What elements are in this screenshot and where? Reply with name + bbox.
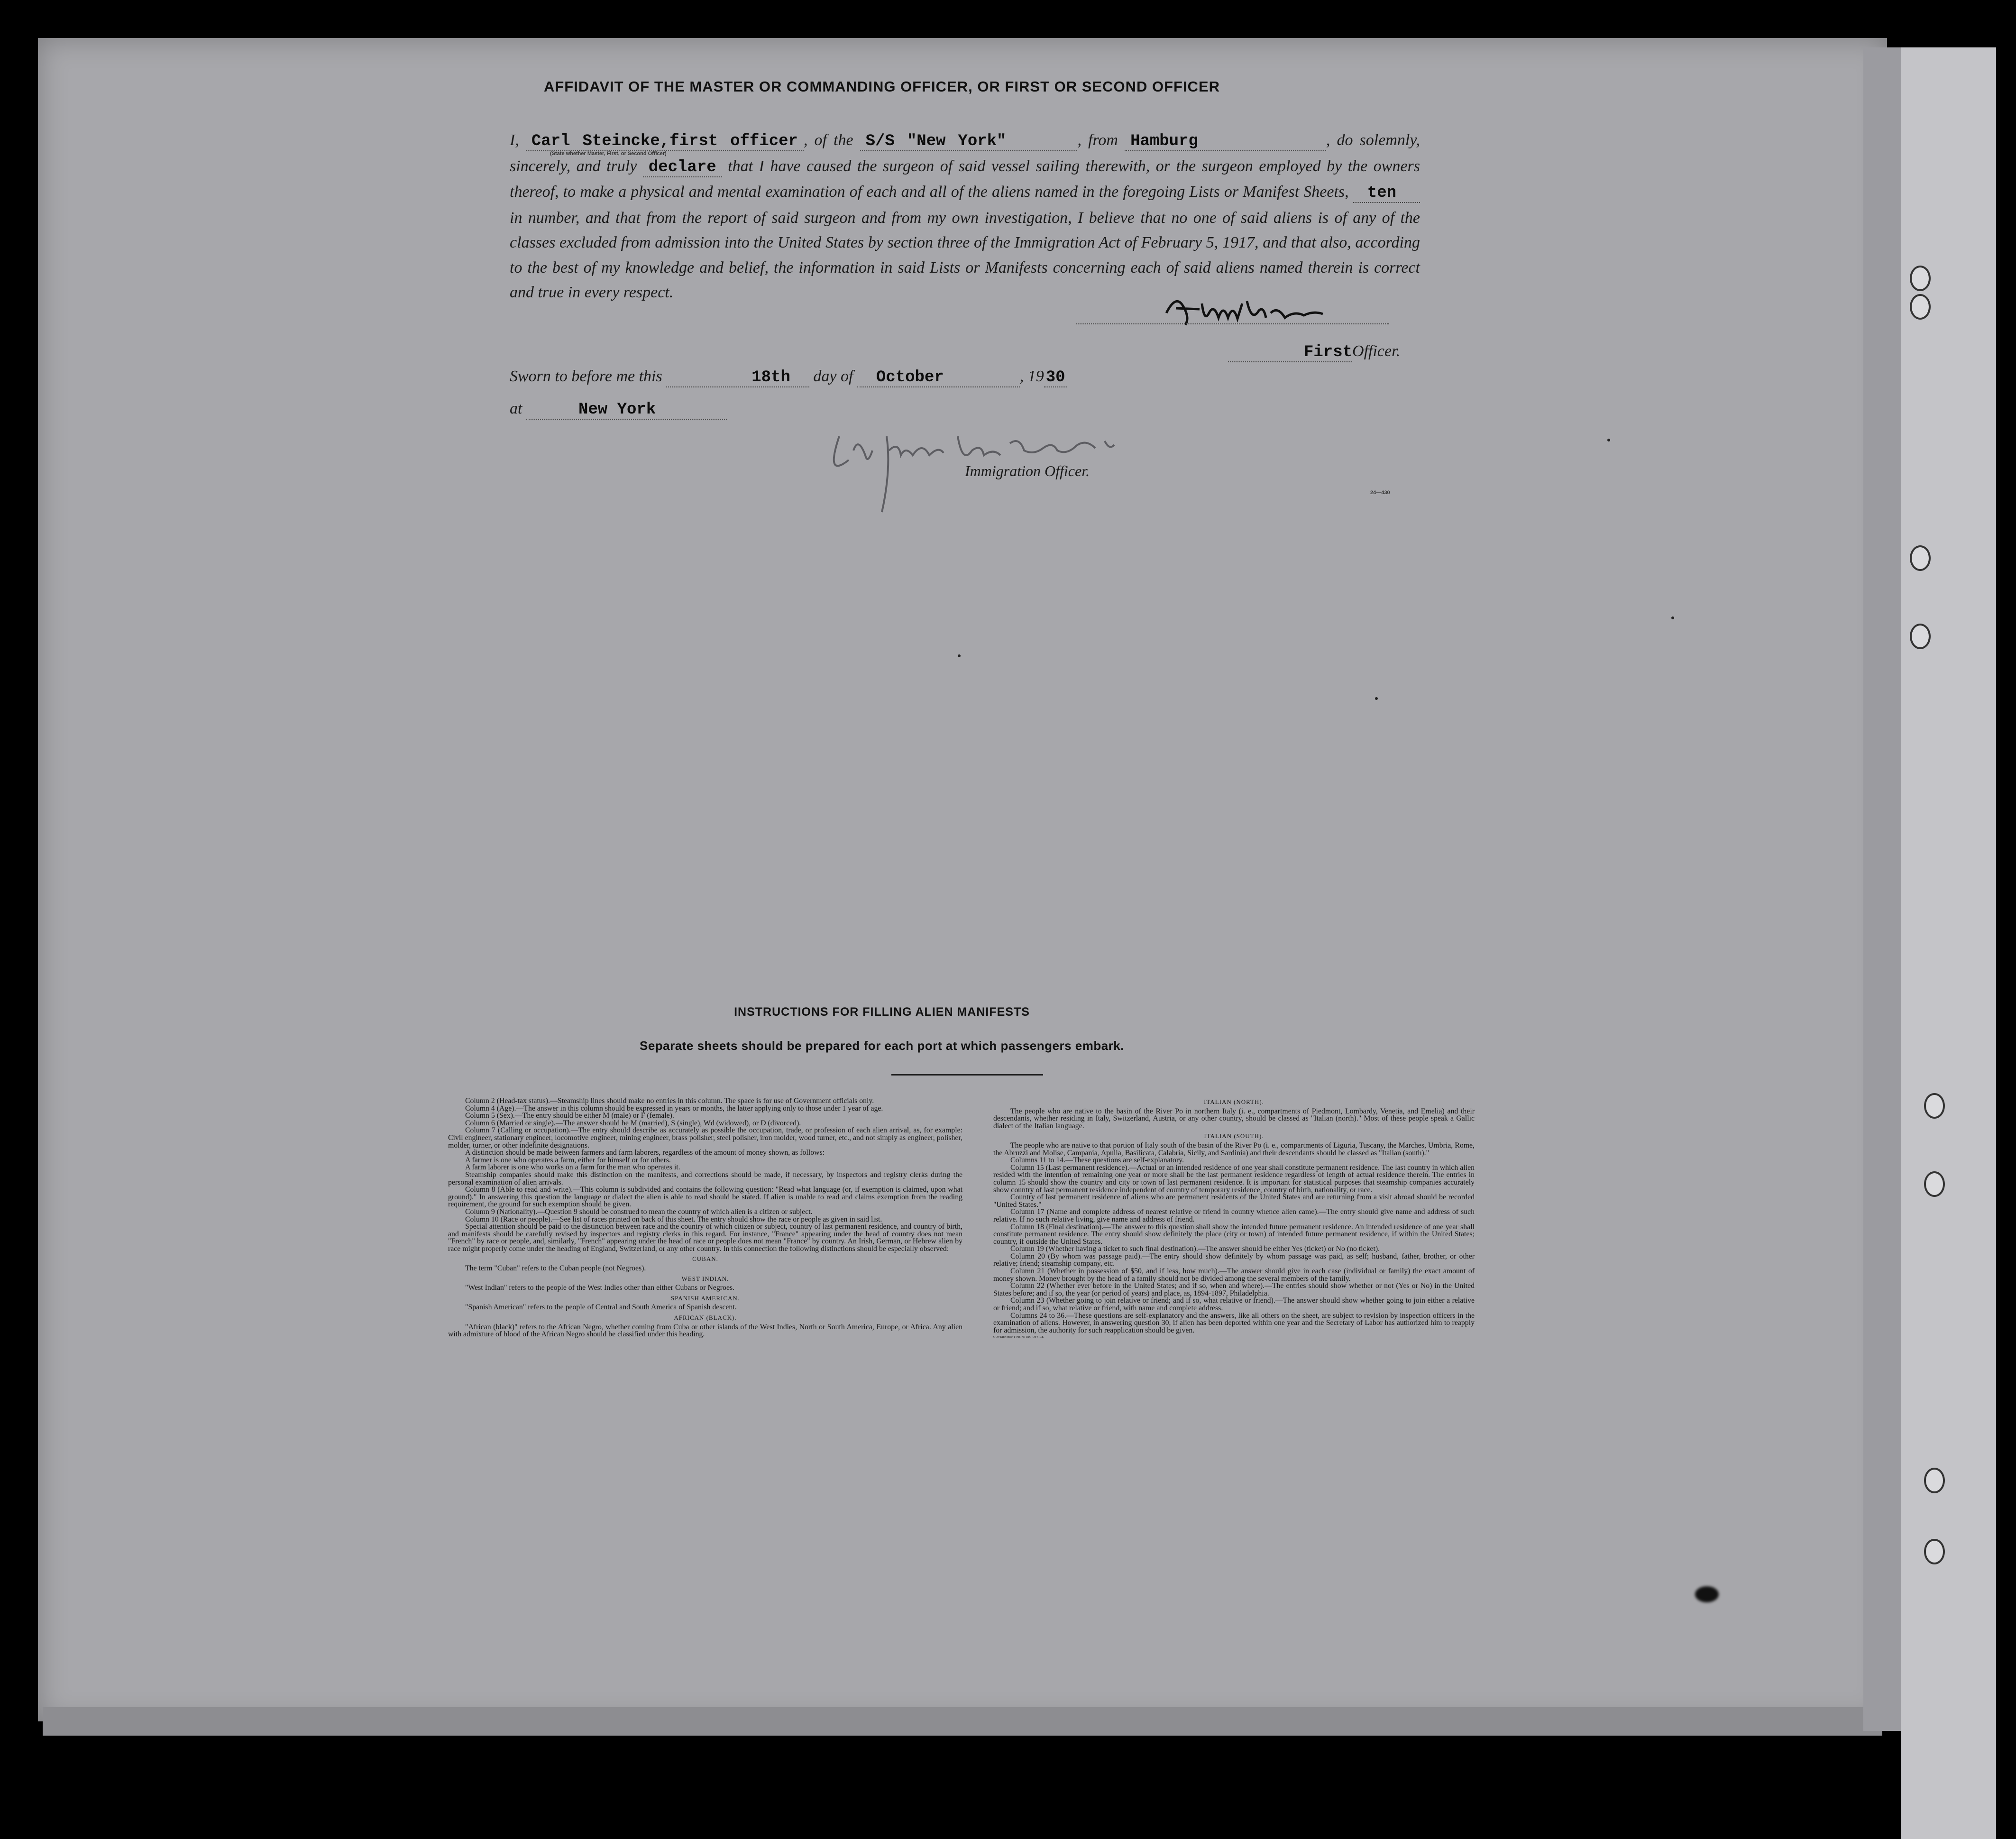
instructions-subtitle: Separate sheets should be prepared for each port at which passengers embark. — [640, 1039, 1124, 1053]
west-indian-heading: WEST INDIAN. — [681, 1275, 729, 1282]
sworn-day-field: 18th — [666, 368, 809, 387]
sworn-year-field: 30 — [1044, 368, 1067, 387]
vessel-field: S/S "New York" — [860, 132, 1078, 151]
instruction-paragraph: Column 7 (Calling or occupation).—The entry should describe as accurately as possible the occupation, trade, or profession of each alien arrival, as, for example: Civil engineer, stationary engineer, locomotive engineer, mining engineer, brass polisher, steel polisher, iron molder, wood turner, etc., and not simply as engineer, polisher, molder, turner, or other indefinite designations. — [448, 1126, 962, 1149]
italian-north-heading: ITALIAN (NORTH). — [1204, 1098, 1264, 1105]
signature-line — [1076, 322, 1389, 324]
instruction-paragraph: A distinction should be made between farmers and farm laborers, regardless of the amount of money shown, as follows: — [465, 1149, 825, 1157]
binding-hole — [1910, 294, 1931, 320]
officer-suffix: Officer. — [1352, 342, 1401, 360]
body-text-2: that I have caused the surgeon of said vessel sailing therewith, or the surgeon employed by the owners thereof, to make a physical and mental examination of each and all of the aliens named in the foregoing Lists or Manifest Sheets, — [510, 157, 1420, 201]
instruction-paragraph: Column 18 (Final destination).—The answer to this question shall show the intended future permanent residence. An intended residence of one year shall constitute permanent residence. The entry should show definitely the place (city or town) of intended future permanent residence, if within the United States; country, if outside the United States. — [993, 1223, 1475, 1246]
instruction-paragraph: Column 2 (Head-tax status).—Steamship lines should make no entries in this column. The space is for use of Government officials only. — [465, 1097, 874, 1105]
declare-field: declare — [643, 158, 722, 177]
form-number: 24—430 — [1370, 490, 1390, 496]
instruction-paragraph: Columns 11 to 14.—These questions are self-explanatory. — [1010, 1156, 1184, 1165]
of-the-text: , of the — [803, 131, 853, 149]
instruction-paragraph: Column 19 (Whether having a ticket to such final destination).—The answer should be either Yes (ticket) or No (no ticket). — [1010, 1245, 1380, 1253]
binding-hole — [1910, 624, 1931, 649]
at-text: at — [510, 400, 522, 417]
scan-speck — [1671, 616, 1674, 619]
year-prefix: , 19 — [1019, 368, 1044, 385]
immigration-officer-signature — [820, 422, 1162, 545]
binding-hole — [1924, 1468, 1945, 1493]
binding-hole — [1924, 1093, 1945, 1119]
instruction-paragraph: Column 9 (Nationality).—Question 9 should be construed to mean the country of which alien is a citizen or subject. — [465, 1207, 813, 1216]
african-heading: AFRICAN (BLACK). — [674, 1314, 737, 1322]
instructions-divider — [891, 1074, 1043, 1076]
cuban-heading: CUBAN. — [692, 1255, 718, 1263]
scan-speck — [1375, 697, 1378, 700]
officer-name-field: Carl Steincke,first officer — [526, 132, 804, 151]
sworn-statement — [510, 368, 1221, 386]
affidavit-prefix: I, — [510, 131, 519, 149]
immigration-officer-label: Immigration Officer. — [965, 462, 1090, 479]
instruction-paragraph: A farmer is one who operates a farm, either for himself or for others. — [465, 1156, 671, 1164]
instruction-paragraph: Column 10 (Race or people).—See list of races printed on back of this sheet. The entry should show the race or people as given in said list. — [465, 1215, 882, 1223]
affidavit-title: AFFIDAVIT OF THE MASTER OR COMMANDING OFFICER, OR FIRST OR SECOND OFFICER — [543, 78, 1220, 95]
instruction-paragraph: Column 5 (Sex).—The entry should be either M (male) or F (female). — [465, 1112, 674, 1120]
day-of-text: day of — [813, 368, 853, 385]
cuban-definition: The term "Cuban" refers to the Cuban people (not Negroes). — [465, 1264, 646, 1273]
instruction-paragraph: Column 23 (Whether going to join relative or friend; and if so, what relative or friend).—The answer should show whether going to join either a relative or friend; and if so, what relative or friend, with name and complete address. — [993, 1296, 1475, 1313]
instruction-paragraph: Column 20 (By whom was passage paid).—The entry should show definitely by whom passage was paid, as self; husband, father, brother, or other relative; friend; steamship company, etc. — [993, 1252, 1475, 1268]
instruction-paragraph: Column 15 (Last permanent residence).—Actual or an intended residence of one year shall constitute permanent residence. The last country in which alien resided with the intention of remaining one year or more shall be the last permanent residence regardless of length of actual residence therein. The entries in column 15 should show the country and city or town of last permanent residence. It is important for statistical purposes that steamship companies accurately show country of last permanent residence independent of country of temporary residence, country of birth, nationality, or race. — [993, 1163, 1475, 1194]
instruction-paragraph: Columns 24 to 36.—These questions are self-explanatory and the answers, like all others on the sheet, are subject to revision by inspection officers in the examination of aliens. However, in answering question 30, if alien has been deported within one year and the Secretary of Labor has authorized him to reapply for admission, the authority for such reapplication should be given. — [993, 1311, 1475, 1334]
officer-signature — [1157, 285, 1337, 337]
instruction-paragraph: Column 22 (Whether ever before in the United States; and if so, when and where).—The entries should show whether or not (Yes or No) in the United States before; and if so, the year (or period of years) and place, as, 1894-1897, Philadelphia. — [993, 1282, 1475, 1297]
officer-rank-note: (State whether Master, First, or Second Officer) — [550, 151, 667, 156]
instruction-paragraph: Column 21 (Whether in possession of $50, and if less, how much).—The answer should give in each case (individual or family) the exact amount of money shown. Money brought by the head of a family should not be divided among the several members of the family. — [993, 1267, 1475, 1283]
from-text: , from — [1077, 131, 1118, 149]
instruction-paragraph: Column 8 (Able to read and write).—This column is subdivided and contains the following question: "Read what language (or, if exemption is claimed, upon what ground)." In answering this question the language or dialect the alien is able to read should be stated. If alien is unable to read and claims exemption from the reading requirement, the ground for such exemption should be given. — [448, 1186, 962, 1209]
do-text: , do — [1326, 131, 1353, 149]
printer-imprint: GOVERNMENT PRINTING OFFICE — [993, 1336, 1044, 1339]
body-text-3: in number, and that from the report of said surgeon and from my own investigation, I believe that no one of said aliens is of any of the classes excluded from admission into the United States by section three of the Immigration Act of February 5, 1917, and that also, according to the best of my knowledge and belief, the information in said Lists or Manifests concerning each of said aliens named therein is correct and true in every respect. — [510, 209, 1420, 301]
sworn-prefix: Sworn to before me this — [510, 368, 662, 385]
instruction-paragraph: Special attention should be paid to the distinction between race and the country of which citizen or subject, country of last permanent residence, and country of birth, and manifests should be carefully revised by inspectors and registry clerks in this regard. For instance, "France" appearing under the head of country does not mean "French" by race or people, and, similarly, "French" appearing under the head of race or people does not mean "France" by country. An Irish, German, or Hebrew alien by race might properly come under the heading of England, Switzerland, or any other country. In this connection the following distinctions should be especially observed: — [448, 1223, 962, 1253]
instruction-paragraph: Column 4 (Age).—The answer in this column should be expressed in years or months, the latter applying only to those under 1 year of age. — [465, 1104, 883, 1113]
sworn-place — [510, 400, 984, 419]
italian-south-heading: ITALIAN (SOUTH). — [1204, 1132, 1264, 1140]
spanish-american-heading: SPANISH AMERICAN. — [670, 1294, 740, 1302]
officer-rank-line — [1228, 342, 1422, 361]
scan-speck — [1607, 439, 1610, 441]
sheet-bottom-edge — [43, 1707, 1882, 1736]
sworn-month-field: October — [857, 368, 1020, 387]
binding-hole — [1910, 266, 1931, 291]
instructions-left-column — [448, 1097, 962, 1338]
body-text-1: solemnly, sincerely, and truly — [510, 131, 1420, 175]
west-indian-definition: "West Indian" refers to the people of the West Indies other than either Cubans or Negroes. — [465, 1284, 735, 1292]
instructions-title: INSTRUCTIONS FOR FILLING ALIEN MANIFESTS — [734, 1005, 1030, 1019]
instruction-paragraph: Steamship companies should make this distinction on the manifests, and corrections should be made, if necessary, by inspectors and registry clerks during the personal examination of alien arrivals. — [448, 1170, 962, 1186]
binding-hole — [1924, 1171, 1945, 1197]
italian-south-definition: The people who are native to that portion of Italy south of the basin of the River Po (i. e., compartments of Liguria, Tuscany, the Marches, Umbria, Rome, the Abruzzi and Molise, Campania, Apulia, Basilicata, Calabria, Sicily, and Sardinia) and their descendants should be classed as "Italian (south)." — [993, 1141, 1475, 1157]
spanish-american-definition: "Spanish American" refers to the people of Central and South America of Spanish descent. — [465, 1303, 737, 1312]
ink-smudge — [1695, 1586, 1719, 1602]
instruction-paragraph: Column 17 (Name and complete address of nearest relative or friend in country whence alien came).—The entry should give name and address of such relative. If no such relative living, give name and address of friend. — [993, 1208, 1475, 1223]
sheets-count-field: ten — [1353, 184, 1420, 203]
binding-hole — [1924, 1539, 1945, 1564]
instructions-right-column — [993, 1095, 1475, 1342]
instruction-paragraph: Country of last permanent residence of aliens who are permanent residents of the United States and are returning from a visit abroad should be recorded "United States." — [993, 1193, 1475, 1209]
rank-field: First — [1228, 343, 1352, 362]
sworn-place-field: New York — [526, 401, 727, 420]
instruction-paragraph: Column 6 (Married or single).—The answer should be M (married), S (single), Wd (widowed), or D (divorced). — [465, 1119, 801, 1127]
italian-north-definition: The people who are native to the basin of the River Po in northern Italy (i. e., compartments of Piedmont, Lombardy, Venetia, and Emelia) and their descendants, whether residing in Italy, Switzerland, Austria, or any other country, should be classed as "Italian (north)." Most of these people speak a Gallic dialect of the Italian language. — [993, 1107, 1475, 1130]
sheet-right-strip — [1863, 47, 1901, 1731]
port-field: Hamburg — [1125, 132, 1326, 151]
scan-speck — [958, 654, 961, 657]
instruction-paragraph: A farm laborer is one who works on a farm for the man who operates it. — [465, 1163, 680, 1172]
binding-hole — [1910, 545, 1931, 571]
african-definition: "African (black)" refers to the African Negro, whether coming from Cuba or other islands of the West Indies, North or South America, Europe, or Africa. Any alien with admixture of blood of the African Negro should be classified under this heading. — [448, 1323, 962, 1339]
